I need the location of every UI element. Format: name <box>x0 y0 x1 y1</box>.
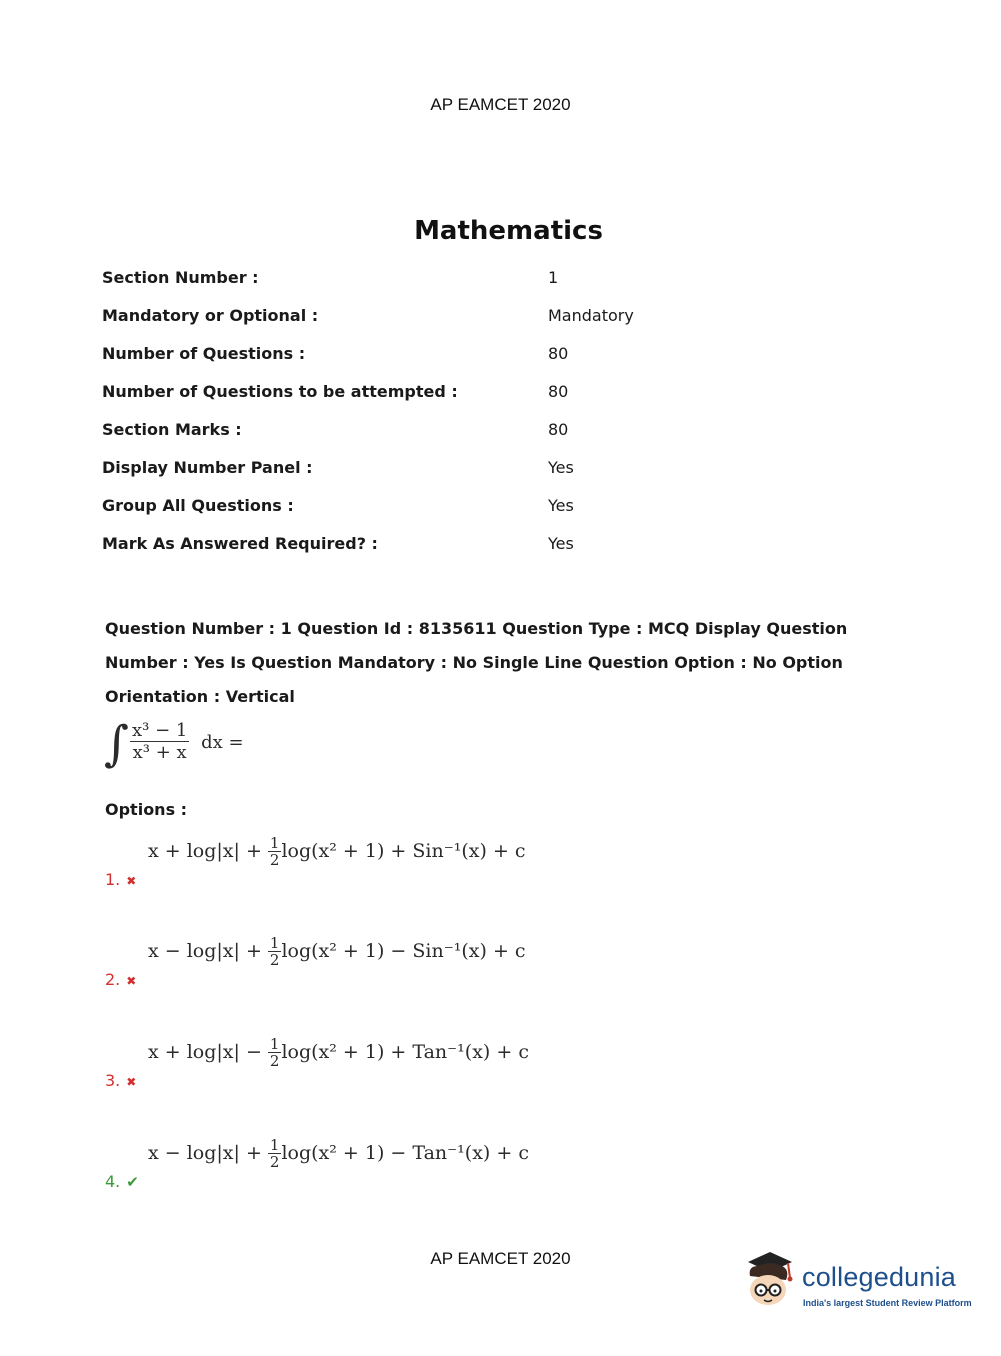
group-questions-label: Group All Questions : <box>102 496 294 515</box>
mascot-icon <box>740 1248 800 1310</box>
option-expression <box>148 1138 529 1170</box>
mark-answered-label: Mark As Answered Required? : <box>102 534 378 553</box>
option-number: 3. ✖ <box>105 1071 137 1090</box>
half-fraction: $\frac{1}{2}$ <box>269 1136 280 1171</box>
half-fraction: $\frac{1}{2}$ <box>269 934 280 969</box>
page-header: AP EAMCET 2020 <box>430 95 571 114</box>
display-panel-label: Display Number Panel : <box>102 458 313 477</box>
wrong-mark-icon: ✖ <box>126 874 137 888</box>
brand-logo <box>740 1248 980 1318</box>
option-expr-prefix: x − log|x| + <box>148 1142 262 1164</box>
mark-answered-value: Yes <box>548 534 574 553</box>
section-number-value: 1 <box>548 268 559 287</box>
option-expr-prefix: x + log|x| − <box>148 1041 262 1063</box>
option-expr-suffix: log(x² + 1) + Sin⁻¹(x) + c <box>281 840 526 862</box>
mandatory-value: Mandatory <box>548 306 634 325</box>
wrong-mark-icon: ✖ <box>126 1075 137 1089</box>
half-fraction: $\frac{1}{2}$ <box>269 834 280 869</box>
num-attempted-value: 80 <box>548 382 569 401</box>
num-attempted-label: Number of Questions to be attempted : <box>102 382 458 401</box>
option-expression <box>148 936 526 968</box>
option-expression <box>148 1037 529 1069</box>
integral-tail: dx = <box>201 731 244 753</box>
section-number-label: Section Number : <box>102 268 259 287</box>
option-expr-suffix: log(x² + 1) − Tan⁻¹(x) + c <box>281 1142 529 1164</box>
option-expr-prefix: x − log|x| + <box>148 940 262 962</box>
brand-tagline: India's largest Student Review Platform <box>803 1298 972 1308</box>
check-mark-icon: ✔ <box>126 1173 139 1191</box>
display-panel-value: Yes <box>548 458 574 477</box>
group-questions-value: Yes <box>548 496 574 515</box>
half-fraction: $\frac{1}{2}$ <box>269 1035 280 1070</box>
option-number: 2. ✖ <box>105 970 137 989</box>
question-meta: Question Number : 1 Question Id : 8135611 Question Type : MCQ Display Question Number : Yes Is Question Mandatory : No Single Line Question Option : No Option Orientation : Vertical <box>105 619 848 706</box>
num-questions-label: Number of Questions : <box>102 344 306 363</box>
integrand-fraction <box>130 722 189 762</box>
option-expression <box>148 836 526 868</box>
wrong-mark-icon: ✖ <box>126 974 137 988</box>
page-footer: AP EAMCET 2020 <box>430 1249 571 1268</box>
section-marks-label: Section Marks : <box>102 420 242 439</box>
option-expr-prefix: x + log|x| + <box>148 840 262 862</box>
num-questions-value: 80 <box>548 344 569 363</box>
section-title: Mathematics <box>414 216 603 246</box>
brand-name: collegedunia <box>802 1262 957 1292</box>
option-number: 4. ✔ <box>105 1172 139 1191</box>
integral-sign-icon: ∫ <box>104 716 130 772</box>
section-marks-value: 80 <box>548 420 569 439</box>
option-number: 1. ✖ <box>105 870 137 889</box>
mandatory-label: Mandatory or Optional : <box>102 306 319 325</box>
integrand-denominator: x³ + x <box>130 741 189 762</box>
integrand-numerator: x³ − 1 <box>132 720 188 741</box>
option-expr-suffix: log(x² + 1) + Tan⁻¹(x) + c <box>281 1041 529 1063</box>
option-expr-suffix: log(x² + 1) − Sin⁻¹(x) + c <box>281 940 526 962</box>
options-label: Options : <box>105 800 188 819</box>
